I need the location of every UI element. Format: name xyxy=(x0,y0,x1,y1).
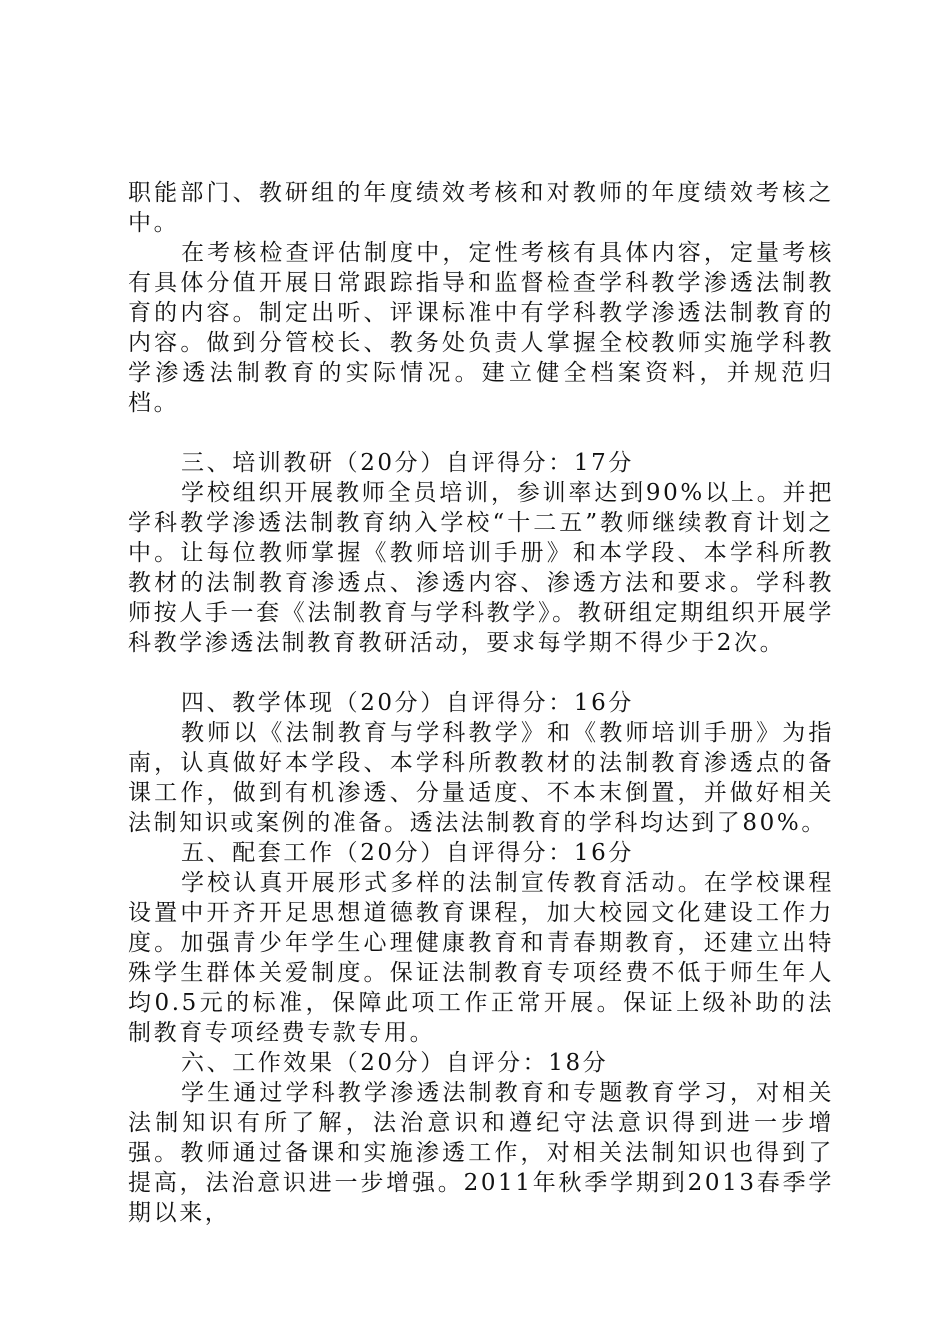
section-heading-supporting-work: 五、配套工作（20分）自评得分：16分 xyxy=(181,840,634,866)
paragraph-supporting-work: 学校认真开展形式多样的法制宣传教育活动。在学校课程设置中开齐开足思想道德教育课程，加大校园文化建设工作力度。加强青少年学生心理健康教育和青春期教育，还建立出特殊学生群体关爱制度。保证法制教育专项经费不低于师生年人均0.5元的标准，保障此项工作正常开展。保证上级补助的法制教育专项经费专款专用。 xyxy=(128,870,834,1046)
section-heading-teaching: 四、教学体现（20分）自评得分：16分 xyxy=(181,690,634,716)
section-heading-results: 六、工作效果（20分）自评分：18分 xyxy=(181,1050,609,1076)
paragraph-results: 学生通过学科教学渗透法制教育和专题教育学习，对相关法制知识有所了解，法治意识和遵纪守法意识得到进一步增强。教师通过备课和实施渗透工作，对相关法制知识也得到了提高，法治意识进一步增强。2011年秋季学期到2013春季学期以来， xyxy=(128,1080,834,1226)
paragraph-training: 学校组织开展教师全员培训，参训率达到90%以上。并把学科教学渗透法制教育纳入学校“十二五”教师继续教育计划之中。让每位教师掌握《教师培训手册》和本学段、本学科所教教材的法制教育渗透点、渗透内容、渗透方法和要求。学科教师按人手一套《法制教育与学科教学》。教研组定期组织开展学科教学渗透法制教育教研活动，要求每学期不得少于2次。 xyxy=(128,480,834,656)
section-heading-training: 三、培训教研（20分）自评得分：17分 xyxy=(181,450,634,476)
paragraph-assessment-system: 在考核检查评估制度中，定性考核有具体内容，定量考核有具体分值开展日常跟踪指导和监督检查学科教学渗透法制教育的内容。制定出听、评课标准中有学科教学渗透法制教育的内容。做到分管校长、教务处负责人掌握全校教师实施学科教学渗透法制教育的实际情况。建立健全档案资料，并规范归档。 xyxy=(128,240,834,416)
document-body xyxy=(128,178,834,1228)
paragraph-teaching: 教师以《法制教育与学科教学》和《教师培训手册》为指南，认真做好本学段、本学科所教教材的法制教育渗透点的备课工作，做到有机渗透、分量适度、不本末倒置，并做好相关法制知识或案例的准备。透法法制教育的学科均达到了80%。 xyxy=(128,720,834,836)
paragraph-continuation: 职能部门、教研组的年度绩效考核和对教师的年度绩效考核之中。 xyxy=(128,180,834,236)
